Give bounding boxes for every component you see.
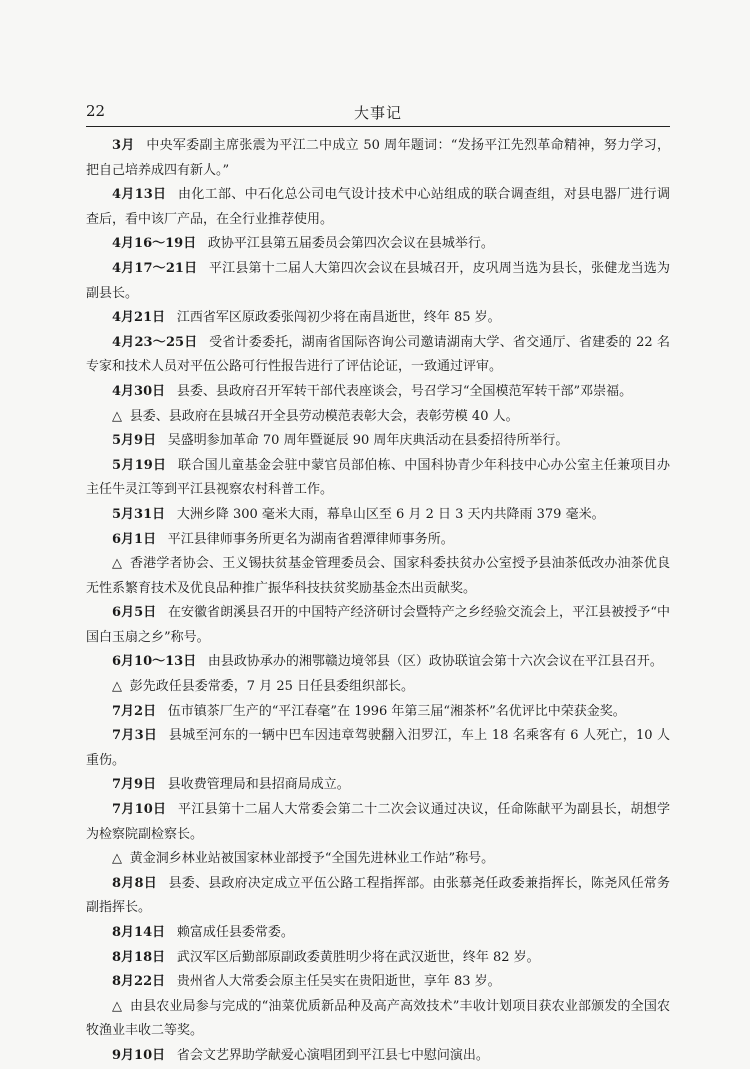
entry-text: 县城至河东的一辆中巴车因违章驾驶翻入汨罗江，车上 18 名乘客有 6 人死亡，10 人重伤。	[86, 728, 670, 768]
entry-text: 政协平江县第五届委员会第四次会议在县城举行。	[207, 236, 494, 252]
entry-date: 4月13日	[112, 187, 167, 203]
entry-text: 香港学者协会、王义锡扶贫基金管理委员会、国家科委扶贫办公室授予县油茶低改办油茶优良无性系繁育技术及优良品种推广振华科技扶贫奖励基金杰出贡献奖。	[86, 556, 670, 596]
running-title: 大事记	[353, 104, 402, 122]
entry-date: 3月	[112, 138, 135, 153]
entry-text: 中央军委副主席张震为平江二中成立 50 周年题词：“发扬平江先烈革命精神，努力学习，把自己培养成四有新人。”	[86, 138, 670, 178]
entry-text: 县委、县政府召开军转干部代表座谈会，号召学习“全国模范军转干部”邓崇福。	[176, 383, 633, 399]
entry	[86, 257, 670, 306]
entry-date: 5月31日	[112, 506, 166, 522]
entry-text: 在安徽省朗溪县召开的中国特产经济研讨会暨特产之乡经验交流会上，平江县被授予“中国白玉扇之乡”称号。	[86, 605, 670, 645]
entry	[86, 331, 670, 380]
entry-text: 省会文艺界助学献爱心演唱团到平江县七中慰问演出。	[176, 1047, 489, 1063]
entry-date: 6月1日	[112, 531, 157, 547]
entry	[86, 454, 670, 503]
entry-text: 县委、县政府在县城召开全县劳动模范表彰大会，表彰劳模 40 人。	[129, 408, 519, 424]
entry	[86, 405, 670, 430]
entry	[86, 700, 670, 725]
entry	[86, 921, 670, 946]
entry	[86, 946, 670, 971]
entry-date: 6月5日	[112, 605, 157, 621]
entry-text: 大洲乡降 300 毫米大雨，幕阜山区至 6 月 2 日 3 天内共降雨 379 毫米。	[176, 506, 605, 522]
entry-date: 7月9日	[112, 777, 157, 793]
entry	[86, 675, 670, 700]
entry-date: 5月9日	[112, 433, 157, 449]
page-header	[86, 102, 670, 127]
triangle-marker: △	[112, 851, 122, 867]
entry	[86, 601, 670, 650]
entry	[86, 429, 670, 454]
triangle-marker: △	[112, 556, 123, 572]
entry-date: 8月18日	[112, 949, 166, 965]
entry-text: 武汉军区后勤部原副政委黄胜明少将在武汉逝世，终年 82 岁。	[176, 949, 540, 965]
entry-text: 平江县第十二届人大第四次会议在县城召开，皮巩周当选为县长，张健龙当选为副县长。	[86, 260, 670, 301]
entry	[86, 306, 670, 331]
entry	[86, 650, 670, 675]
entry-date: 8月8日	[112, 875, 157, 891]
entry-text: 黄金洞乡林业站被国家林业部授予“全国先进林业工作站”称号。	[129, 851, 495, 867]
entry-date: 8月22日	[112, 974, 166, 990]
chronicle-entries	[86, 134, 670, 1069]
entry-text: 彭先政任县委常委，7 月 25 日任县委组织部长。	[129, 679, 415, 695]
entry-text: 由化工部、中石化总公司电气设计技术中心站组成的联合调查组，对县电器厂进行调查后，看中该厂产品，在全行业推荐使用。	[86, 187, 670, 227]
entry-date: 6月10～13日	[112, 654, 197, 670]
entry-text: 受省计委委托，湖南省国际咨询公司邀请湖南大学、省交通厅、省建委的 22 名专家和技术人员对平伍公路可行性报告进行了评估论证，一致通过评审。	[86, 334, 670, 375]
entry	[86, 798, 670, 847]
triangle-marker: △	[112, 998, 123, 1014]
entry-text: 吴盛明参加革命 70 周年暨诞辰 90 周年庆典活动在县委招待所举行。	[167, 433, 569, 449]
entry	[86, 773, 670, 798]
entry-text: 县收费管理局和县招商局成立。	[167, 777, 350, 793]
entry-date: 4月16～19日	[112, 236, 197, 252]
entry-date: 9月10日	[112, 1047, 166, 1063]
entry-text: 伍市镇茶厂生产的“平江春毫”在 1996 年第三届“湘茶杯”名优评比中荣获金奖。	[167, 703, 626, 719]
entry-text: 由县政协承办的湘鄂赣边境邻县（区）政协联谊会第十六次会议在平江县召开。	[207, 654, 663, 670]
entry	[86, 528, 670, 553]
entry-text: 赖富成任县委常委。	[176, 925, 294, 940]
entry	[86, 552, 670, 601]
entry	[86, 134, 670, 183]
entry	[86, 995, 670, 1044]
entry-text: 联合国儿童基金会驻中蒙官员部伯栋、中国科协青少年科技中心办公室主任兼项目办主任牛灵江等到平江县视察农村科普工作。	[86, 457, 670, 498]
triangle-marker: △	[112, 408, 122, 424]
entry-text: 平江县律师事务所更名为湖南省碧潭律师事务所。	[167, 531, 454, 547]
entry-text: 由县农业局参与完成的“油菜优质新品种及高产高效技术”丰收计划项目获农业部颁发的全国农牧渔业丰收二等奖。	[86, 998, 671, 1039]
entry	[86, 847, 670, 872]
entry-text: 平江县第十二届人大常委会第二十二次会议通过决议，任命陈献平为副县长，胡想学为检察院副检察长。	[86, 802, 670, 842]
entry-date: 4月23～25日	[112, 334, 198, 350]
entry	[86, 380, 670, 405]
entry	[86, 970, 670, 995]
entry-date: 4月17～21日	[112, 260, 198, 276]
entry-date: 7月10日	[112, 802, 167, 818]
entry-text: 江西省军区原政委张闯初少将在南昌逝世，终年 85 岁。	[176, 310, 501, 326]
entry	[86, 232, 670, 257]
entry-date: 4月21日	[112, 310, 166, 326]
entry	[86, 724, 670, 773]
entry-date: 4月30日	[112, 383, 166, 399]
triangle-marker: △	[112, 679, 122, 695]
entry-text: 贵州省人大常委会原主任吴实在贵阳逝世，享年 83 岁。	[176, 974, 501, 990]
entry	[86, 503, 670, 528]
entry-date: 8月14日	[112, 925, 166, 940]
entry-date: 7月2日	[112, 703, 157, 719]
entry	[86, 1044, 670, 1069]
entry-date: 5月19日	[112, 457, 167, 473]
entry	[86, 183, 670, 232]
entry-date: 7月3日	[112, 728, 158, 744]
entry-text: 县委、县政府决定成立平伍公路工程指挥部。由张慕尧任政委兼指挥长，陈尧风任常务副指挥长。	[86, 875, 670, 916]
page-number: 22	[86, 102, 106, 120]
entry	[86, 872, 670, 921]
